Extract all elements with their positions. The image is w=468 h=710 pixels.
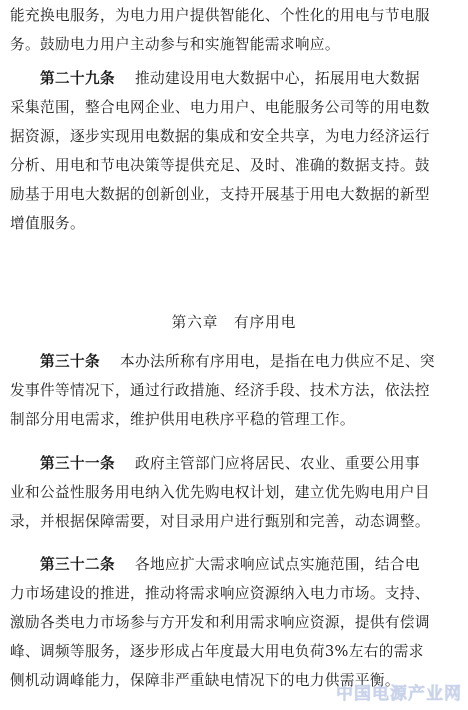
paragraph-line: 能充换电服务，为电力用户提供智能化、个性化的用电与节电服: [10, 7, 430, 24]
article-30-heading: 第三十条: [40, 353, 100, 370]
paragraph-line: 制部分用电需求，维护供用电秩序平稳的管理工作。: [10, 411, 355, 428]
paragraph-line: 峰、调频等服务，逐步形成占年度最大用电负荷3%左右的需求: [10, 643, 424, 660]
paragraph-line: 侧机动调峰能力，保障非严重缺电情况下的电力供需平衡。: [10, 672, 400, 689]
paragraph-line: 励基于用电大数据的创新创业，支持开展基于用电大数据的新型: [10, 186, 430, 203]
paragraph-line: 录，并根据保障需要，对目录用户进行甄别和完善，动态调整。: [10, 513, 430, 530]
paragraph-line: 分析、用电和节电决策等提供充足、及时、准确的数据支持。鼓: [10, 157, 430, 174]
article-29-first-line: [10, 69, 460, 89]
article-30-text: 本办法所称有序用电，是指在电力供应不足、突: [119, 353, 435, 370]
article-30-first-line: [10, 352, 460, 372]
paragraph-line: 采集范围，整合电网企业、电力用户、电能服务公司等的用电数: [10, 99, 430, 116]
article-29-heading: 第二十九条: [40, 70, 115, 87]
paragraph-line: 发事件等情况下，通过行政措施、经济手段、技术方法，依法控: [10, 382, 430, 399]
paragraph-line: 据资源，逐步实现用电数据的集成和安全共享，为电力经济运行: [10, 128, 430, 145]
article-31-text: 政府主管部门应将居民、农业、重要公用事: [134, 455, 420, 472]
article-29-text: 推动建设用电大数据中心，拓展用电大数据: [134, 70, 420, 87]
paragraph-line: 务。鼓励电力用户主动参与和实施智能需求响应。: [10, 36, 340, 53]
article-32-text: 各地应扩大需求响应试点实施范围，结合电: [134, 556, 420, 573]
article-31-heading: 第三十一条: [40, 455, 115, 472]
watermark-logo: 中国电源产业网: [336, 684, 462, 704]
paragraph-line: 增值服务。: [10, 215, 85, 232]
article-32-heading: 第三十二条: [40, 556, 115, 573]
article-32-first-line: [10, 555, 460, 575]
chapter-title: 第六章 有序用电: [171, 314, 297, 331]
paragraph-line: 激励各类电力市场参与方开发和利用需求响应资源，提供有偿调: [10, 614, 430, 631]
article-31-first-line: [10, 454, 460, 474]
paragraph-line: 力市场建设的推进，推动将需求响应资源纳入电力市场。支持、: [10, 585, 430, 602]
paragraph-line: 业和公益性服务用电纳入优先购电权计划，建立优先购电用户目: [10, 484, 430, 501]
